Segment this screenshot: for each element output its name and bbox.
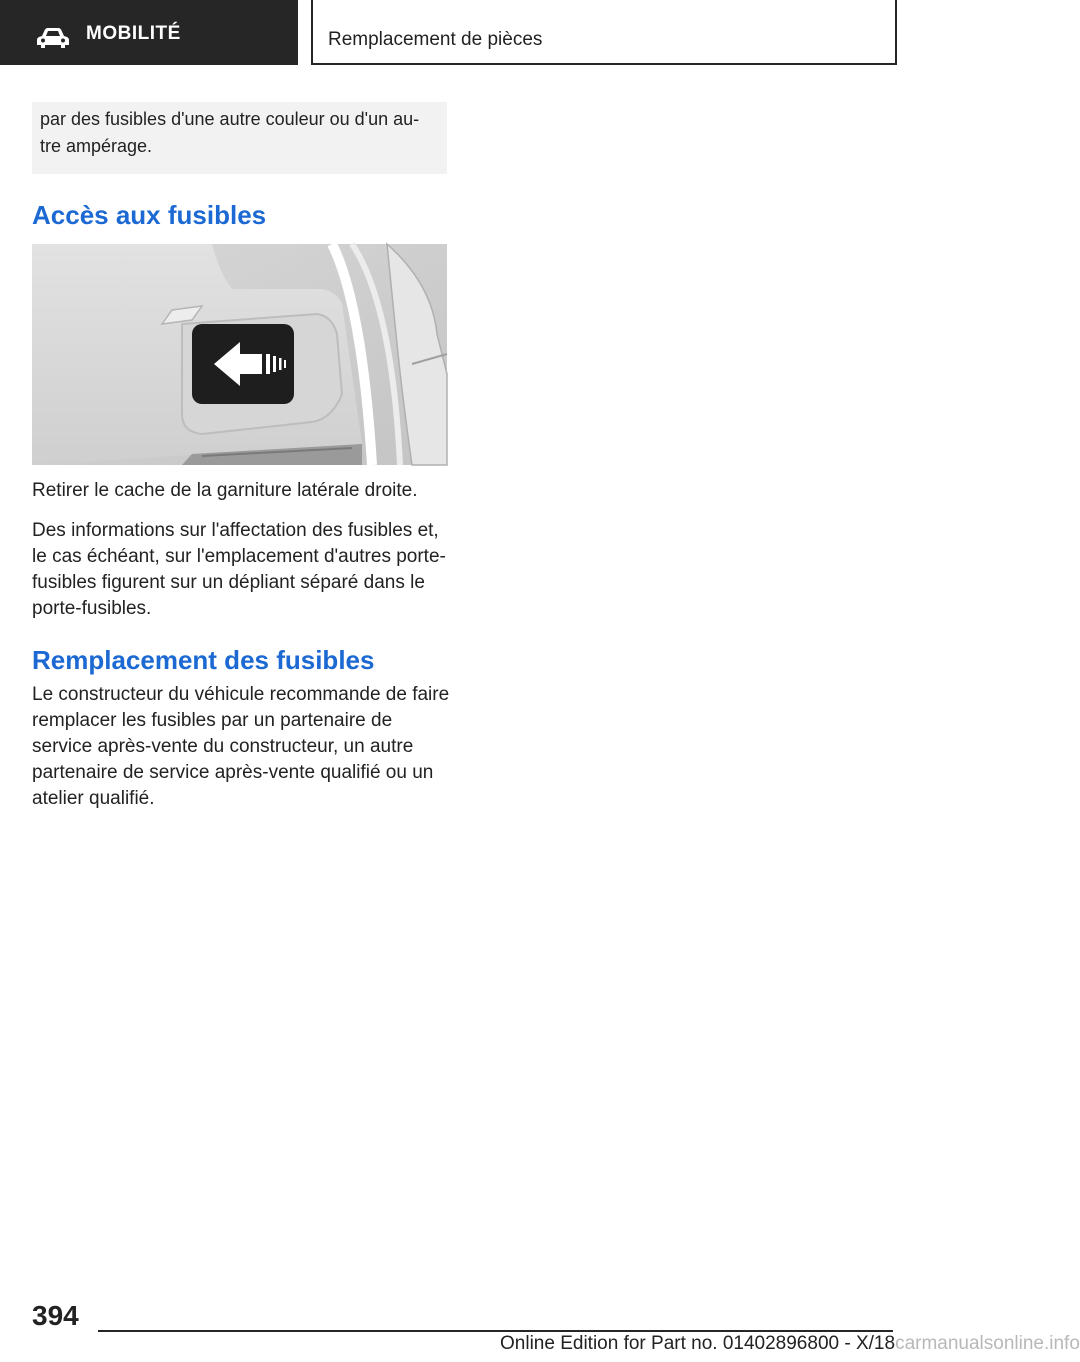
note-text-line: tre ampérage. — [40, 136, 153, 156]
note-text-line: par des fusibles d'une autre couleur ou d'un au‐ — [40, 109, 420, 129]
section-label: MOBILITÉ — [86, 23, 181, 44]
fuse-cover-illustration — [32, 244, 447, 465]
paragraph: Le constructeur du véhicule recommande de faire remplacer les fusibles par un partenaire de service après-vente du constructeur, un autre partenaire de service après-vente qualifié ou un atelier qualifié. — [32, 684, 450, 809]
section-heading-remplacement: Remplacement des fusibles — [32, 645, 375, 675]
chapter-header — [311, 0, 897, 65]
chapter-title: Remplacement de pièces — [328, 29, 543, 50]
paragraph: Retirer le cache de la garniture latérale droite. — [32, 480, 418, 501]
watermark-text: carmanualsonline.info — [895, 1333, 1080, 1354]
car-icon — [36, 27, 70, 49]
footer-divider — [98, 1330, 893, 1332]
section-heading-acces: Accès aux fusibles — [32, 200, 267, 230]
footer-text — [500, 1333, 1080, 1355]
header-section-tab — [0, 0, 298, 65]
edition-label: Online Edition for Part no. 01402896800 - X/18 — [500, 1333, 896, 1354]
paragraph: Des informations sur l'affectation des fusibles et, le cas échéant, sur l'emplacement d'autres porte-fusibles figurent sur un dépliant séparé dans le porte-fusibles. — [32, 520, 446, 619]
page-number: 394 — [32, 1300, 79, 1331]
note-box — [32, 102, 447, 174]
